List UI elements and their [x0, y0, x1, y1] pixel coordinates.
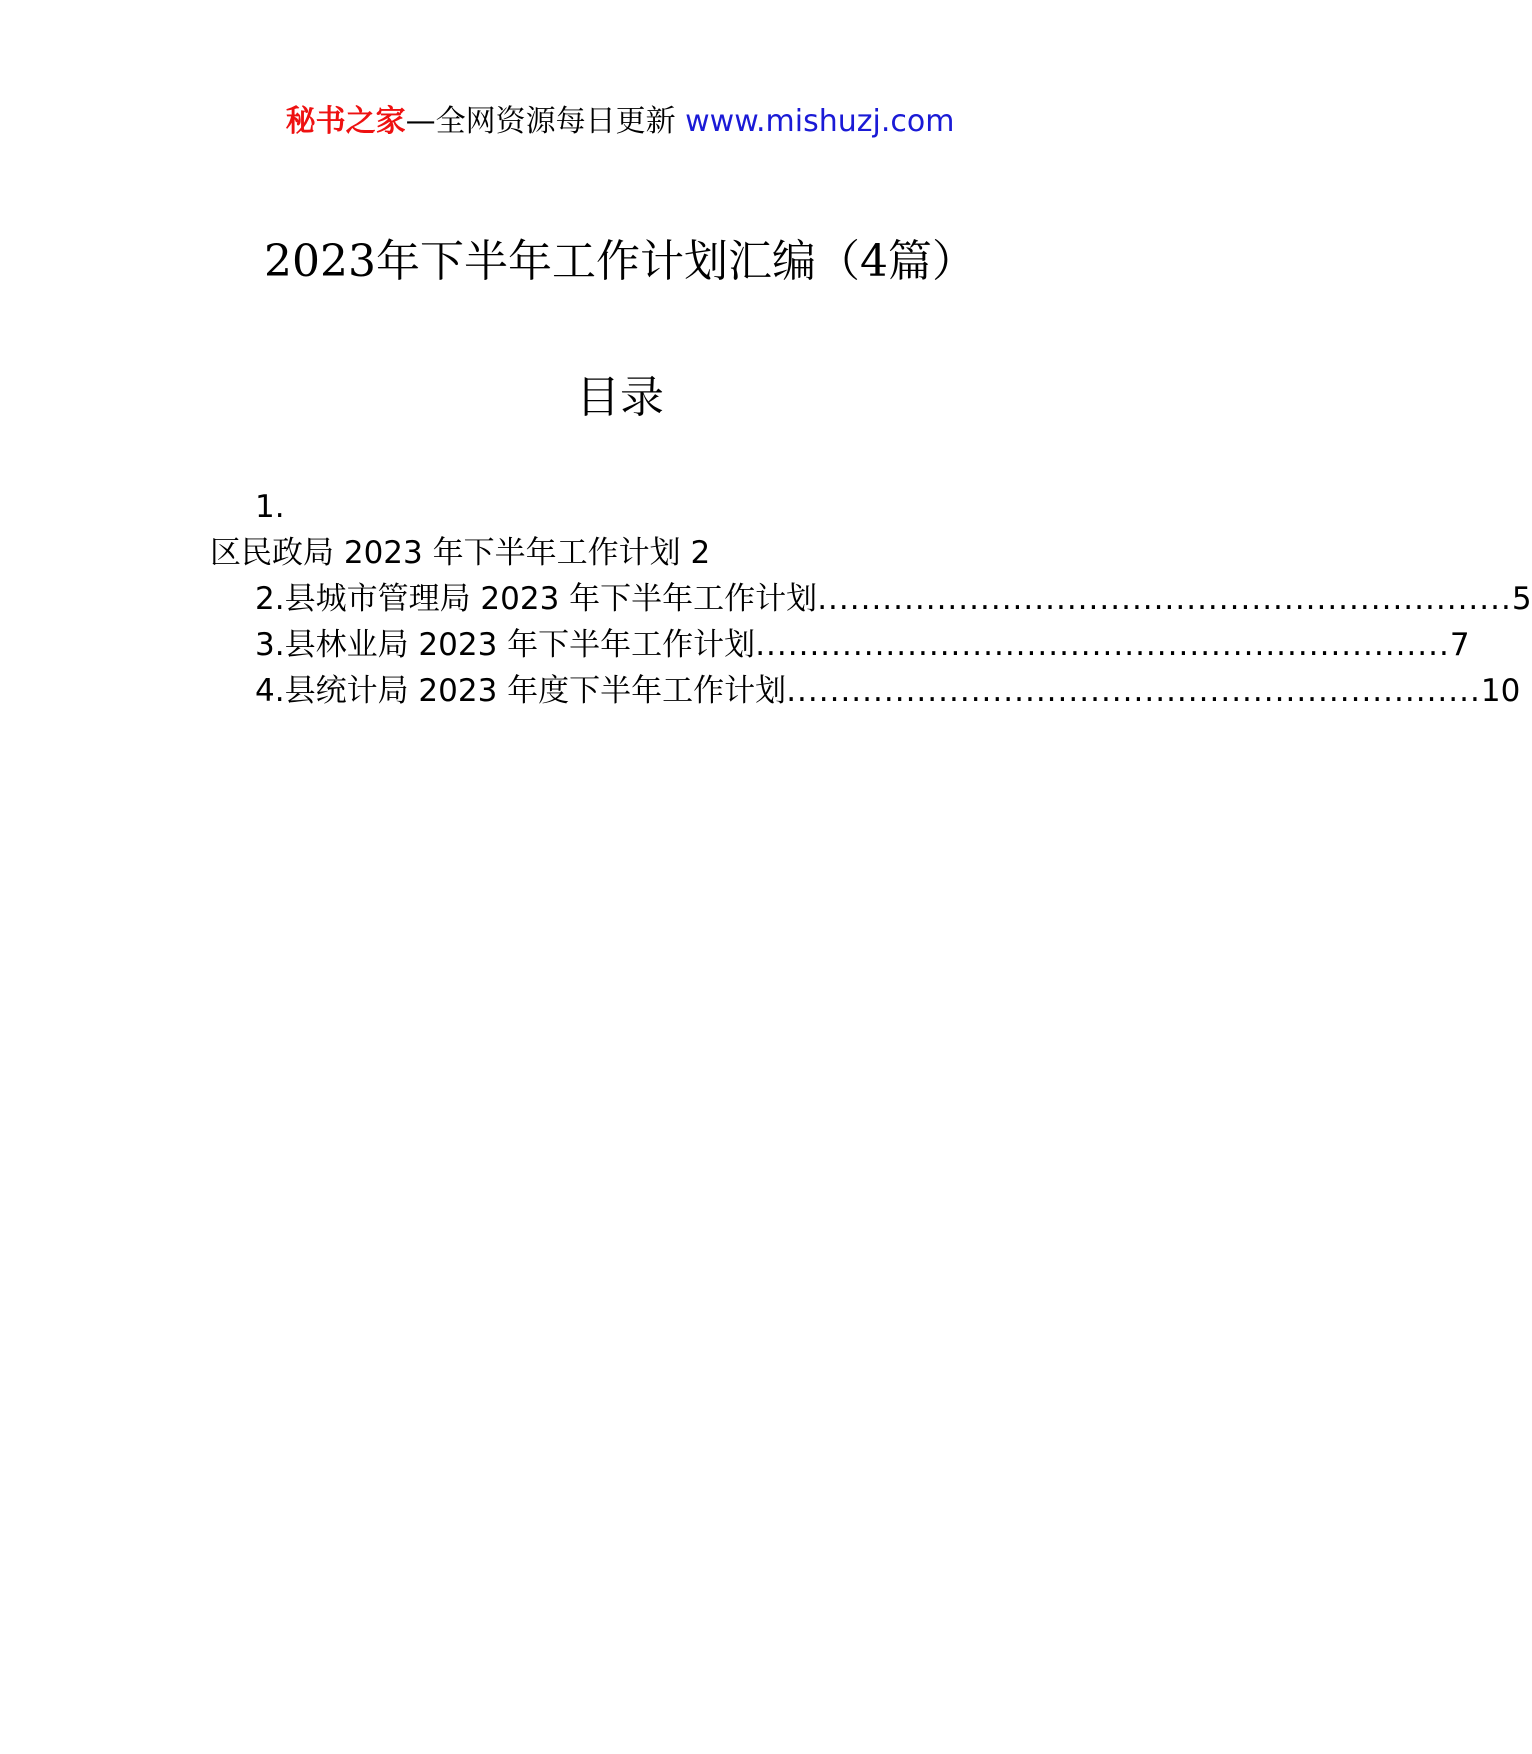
site-url-link[interactable]: www.mishuzj.com [685, 104, 955, 139]
brand-name: 秘书之家 [285, 104, 406, 139]
toc-item-3[interactable] [210, 622, 1470, 668]
toc-page-number: 7 [1449, 627, 1470, 663]
toc-dot-leader: ................................................................ [755, 627, 1450, 663]
title-year: 2023 [264, 236, 376, 287]
toc-item-text: 4.县统计局 2023 年度下半年工作计划 [255, 673, 787, 709]
toc-item-2[interactable] [210, 576, 1532, 622]
toc-page-number: 10 [1480, 673, 1521, 709]
toc-item-1-number[interactable]: 1. [255, 489, 285, 525]
toc-item-text: 3.县林业局 2023 年下半年工作计划 [255, 627, 756, 663]
toc-page-number: 5 [1511, 581, 1532, 617]
toc-heading: 目录 [576, 372, 664, 423]
toc-item-4[interactable] [210, 668, 1521, 714]
table-of-contents [210, 484, 1532, 714]
toc-dot-leader: ................................................................ [817, 581, 1512, 617]
toc-dot-leader: ................................................................ [786, 673, 1481, 709]
document-title [0, 232, 1240, 292]
title-text: 年下半年工作计划汇编（ [375, 236, 860, 287]
title-end: 篇） [887, 236, 976, 287]
title-count: 4 [859, 236, 888, 287]
toc-item-1-text[interactable]: 区民政局 2023 年下半年工作计划 2 [210, 535, 711, 571]
toc-item-text: 2.县城市管理局 2023 年下半年工作计划 [255, 581, 818, 617]
slogan: —全网资源每日更新 [405, 104, 676, 139]
site-header [0, 100, 1240, 144]
